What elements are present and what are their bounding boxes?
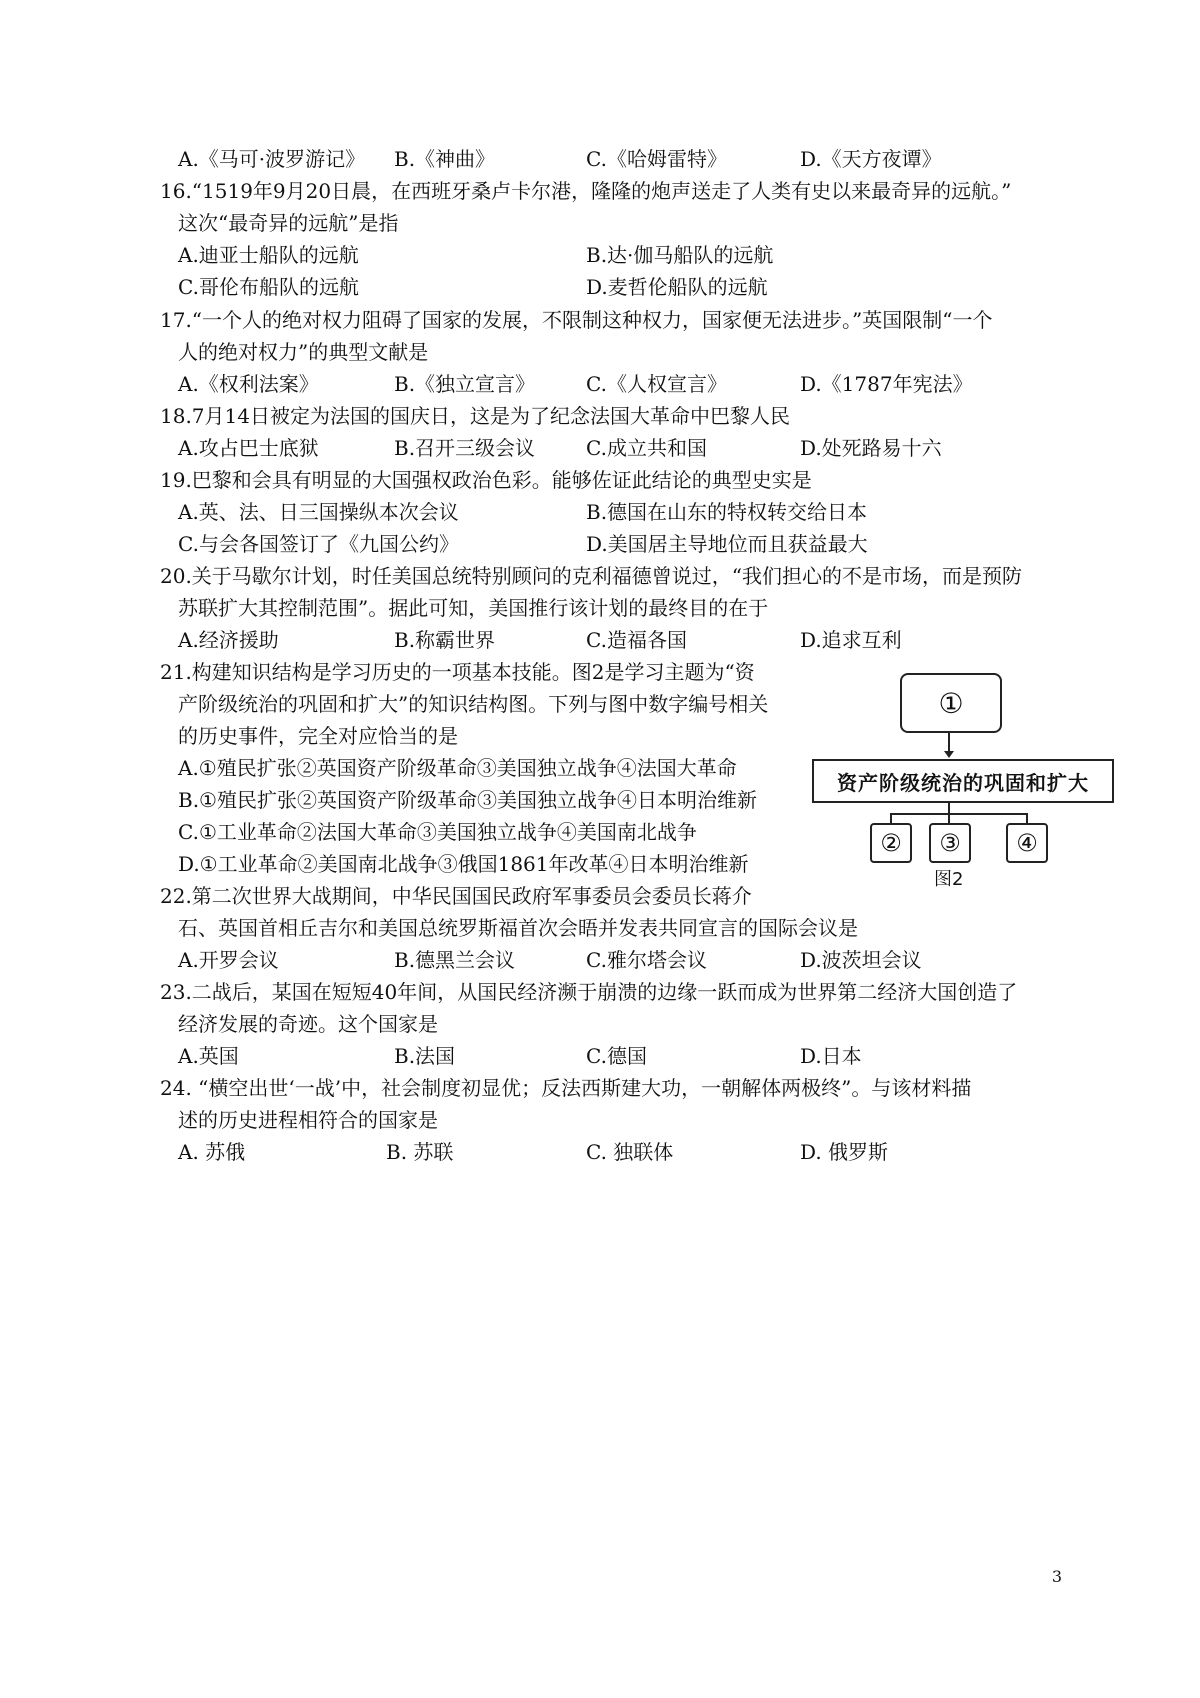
figure-2-diagram bbox=[812, 673, 1122, 893]
q15-option-a: A.《马可·波罗游记》 bbox=[178, 147, 366, 171]
q21-option-d: D.①工业革命②美国南北战争③俄国1861年改革④日本明治维新 bbox=[178, 852, 749, 876]
q24-option-b: B. 苏联 bbox=[386, 1140, 454, 1164]
q17-option-b: B.《独立宣言》 bbox=[394, 372, 536, 396]
q19-stem-line1: 19.巴黎和会具有明显的大国强权政治色彩。能够佐证此结论的典型史实是 bbox=[160, 468, 812, 492]
q18-stem-line1: 18.7月14日被定为法国的国庆日，这是为了纪念法国大革命中巴黎人民 bbox=[160, 404, 790, 428]
q19-option-c: C.与会各国签订了《九国公约》 bbox=[178, 532, 459, 556]
figure-node-2: ② bbox=[870, 823, 912, 863]
q18-option-c: C.成立共和国 bbox=[586, 436, 707, 460]
connector-line bbox=[948, 731, 950, 751]
q24-option-d: D. 俄罗斯 bbox=[800, 1140, 889, 1164]
q21-option-c: C.①工业革命②法国大革命③美国独立战争④美国南北战争 bbox=[178, 820, 697, 844]
q17-option-a: A.《权利法案》 bbox=[178, 372, 319, 396]
q16-stem-line2: 这次“最奇异的远航”是指 bbox=[178, 211, 399, 235]
q24-stem-line1: 24. “横空出世‘一战’中，社会制度初显优；反法西斯建大功，一朝解体两极终”。与该材料描 bbox=[160, 1076, 972, 1100]
q16-stem-line1: 16.“1519年9月20日晨，在西班牙桑卢卡尔港，隆隆的炮声送走了人类有史以来最奇异的远航。” bbox=[160, 179, 1012, 203]
q19-option-d: D.美国居主导地位而且获益最大 bbox=[586, 532, 868, 556]
connector-line bbox=[948, 813, 950, 823]
q20-stem-line2: 苏联扩大其控制范围”。据此可知，美国推行该计划的最终目的在于 bbox=[178, 596, 769, 620]
page-number: 3 bbox=[1051, 1567, 1062, 1586]
q24-option-c: C. 独联体 bbox=[586, 1140, 674, 1164]
q16-option-d: D.麦哲伦船队的远航 bbox=[586, 275, 768, 299]
q17-option-d: D.《1787年宪法》 bbox=[800, 372, 973, 396]
connector-line bbox=[1026, 813, 1028, 823]
q19-option-b: B.德国在山东的特权转交给日本 bbox=[586, 500, 868, 524]
q19-option-a: A.英、法、日三国操纵本次会议 bbox=[178, 500, 459, 524]
q15-option-b: B.《神曲》 bbox=[394, 147, 496, 171]
q17-option-c: C.《人权宣言》 bbox=[586, 372, 727, 396]
q20-stem-line1: 20.关于马歇尔计划，时任美国总统特别顾问的克利福德曾说过，“我们担心的不是市场，而是预防 bbox=[160, 564, 1023, 588]
q17-stem-line1: 17.“一个人的绝对权力阻碍了国家的发展，不限制这种权力，国家便无法进步。”英国限制“一个 bbox=[160, 308, 993, 332]
q21-option-b: B.①殖民扩张②英国资产阶级革命③美国独立战争④日本明治维新 bbox=[178, 788, 757, 812]
q23-option-b: B.法国 bbox=[394, 1044, 456, 1068]
connector-line bbox=[948, 801, 950, 813]
figure-node-3: ③ bbox=[929, 823, 971, 863]
q23-option-a: A.英国 bbox=[178, 1044, 239, 1068]
q22-option-b: B.德黑兰会议 bbox=[394, 948, 516, 972]
q16-option-b: B.达·伽马船队的远航 bbox=[586, 243, 774, 267]
q23-stem-line2: 经济发展的奇迹。这个国家是 bbox=[178, 1012, 438, 1036]
q18-option-a: A.攻占巴士底狱 bbox=[178, 436, 319, 460]
figure-caption: 图2 bbox=[934, 869, 964, 890]
q15-option-d: D.《天方夜谭》 bbox=[800, 147, 942, 171]
arrow-down-icon bbox=[944, 751, 954, 758]
q17-stem-line2: 人的绝对权力”的典型文献是 bbox=[178, 340, 429, 364]
q15-option-c: C.《哈姆雷特》 bbox=[586, 147, 727, 171]
q20-option-c: C.造福各国 bbox=[586, 628, 687, 652]
q22-stem-line2: 石、英国首相丘吉尔和美国总统罗斯福首次会晤并发表共同宣言的国际会议是 bbox=[178, 916, 858, 940]
q23-stem-line1: 23.二战后，某国在短短40年间，从国民经济濒于崩溃的边缘一跃而成为世界第二经济大国创造了 bbox=[160, 980, 1018, 1004]
q20-option-d: D.追求互利 bbox=[800, 628, 902, 652]
q18-option-b: B.召开三级会议 bbox=[394, 436, 536, 460]
q20-option-a: A.经济援助 bbox=[178, 628, 279, 652]
q16-option-a: A.迪亚士船队的远航 bbox=[178, 243, 359, 267]
q24-stem-line2: 述的历史进程相符合的国家是 bbox=[178, 1108, 438, 1132]
q21-option-a: A.①殖民扩张②英国资产阶级革命③美国独立战争④法国大革命 bbox=[178, 756, 737, 780]
connector-line bbox=[890, 813, 892, 823]
q22-option-a: A.开罗会议 bbox=[178, 948, 279, 972]
q16-option-c: C.哥伦布船队的远航 bbox=[178, 275, 359, 299]
q22-stem-line1: 22.第二次世界大战期间，中华民国国民政府军事委员会委员长蒋介 bbox=[160, 884, 752, 908]
q23-option-d: D.日本 bbox=[800, 1044, 862, 1068]
figure-center-node: 资产阶级统治的巩固和扩大 bbox=[812, 759, 1114, 803]
q21-stem-line1: 21.构建知识结构是学习历史的一项基本技能。图2是学习主题为“资 bbox=[160, 660, 755, 684]
q21-stem-line2: 产阶级统治的巩固和扩大”的知识结构图。下列与图中数字编号相关 bbox=[178, 692, 769, 716]
q21-stem-line3: 的历史事件，完全对应恰当的是 bbox=[178, 724, 458, 748]
q22-option-d: D.波茨坦会议 bbox=[800, 948, 922, 972]
figure-node-4: ④ bbox=[1006, 823, 1048, 863]
q23-option-c: C.德国 bbox=[586, 1044, 647, 1068]
q22-option-c: C.雅尔塔会议 bbox=[586, 948, 707, 972]
connector-line bbox=[890, 813, 1026, 815]
q24-option-a: A. 苏俄 bbox=[178, 1140, 246, 1164]
q18-option-d: D.处死路易十六 bbox=[800, 436, 942, 460]
figure-node-1: ① bbox=[900, 673, 1002, 733]
q20-option-b: B.称霸世界 bbox=[394, 628, 496, 652]
